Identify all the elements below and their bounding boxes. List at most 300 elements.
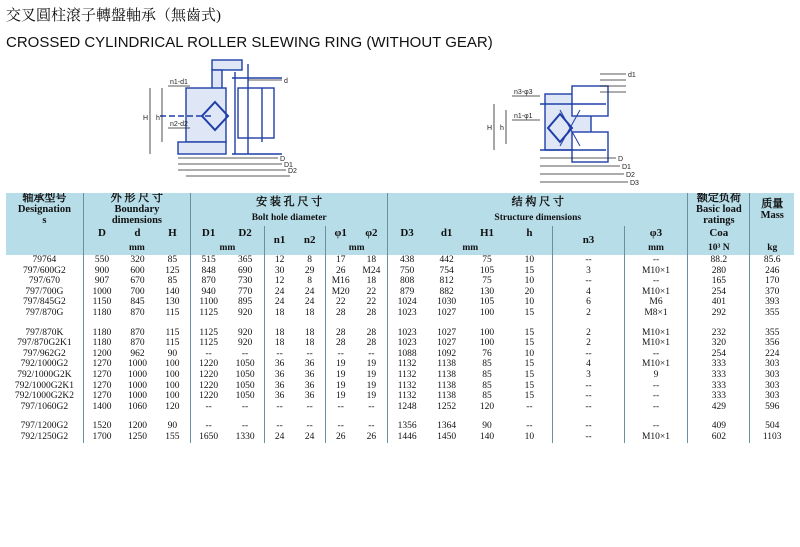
table-cell: 79764 — [6, 255, 83, 266]
table-cell: -- — [226, 421, 264, 432]
table-cell: 1250 — [120, 432, 155, 443]
table-cell: 797/962G2 — [6, 349, 83, 360]
table-cell: 85 — [467, 391, 506, 402]
table-cell: 870 — [120, 338, 155, 349]
table-cell: 797/1200G2 — [6, 421, 83, 432]
table-cell: 438 — [388, 255, 426, 266]
right-label-d1: d1 — [628, 72, 636, 79]
table-cell: 4 — [553, 287, 625, 298]
table-cell: 1150 — [83, 297, 120, 308]
table-cell: 1000 — [83, 287, 120, 298]
table-cell: 8 — [294, 276, 325, 287]
table-cell: 504 — [750, 421, 794, 432]
table-cell: 1450 — [426, 432, 468, 443]
table-cell: -- — [507, 421, 553, 432]
table-row — [6, 255, 794, 266]
table-cell: 85 — [155, 255, 191, 266]
table-cell: 602 — [688, 432, 750, 443]
table-cell: 333 — [688, 370, 750, 381]
table-cell: -- — [624, 276, 687, 287]
table-cell: 1200 — [83, 349, 120, 360]
table-cell: 292 — [688, 308, 750, 319]
table-cell: 1700 — [83, 432, 120, 443]
header-structure: 结 构 尺 寸 — [388, 193, 688, 212]
table-cell: 320 — [688, 338, 750, 349]
table-cell: M16 — [325, 276, 355, 287]
table-cell: 90 — [155, 349, 191, 360]
table-cell: 29 — [294, 266, 325, 277]
table-row — [6, 402, 794, 413]
table-cell: 155 — [155, 432, 191, 443]
table-cell: 1364 — [426, 421, 468, 432]
table-row — [6, 276, 794, 287]
table-cell: 24 — [264, 287, 294, 298]
table-cell: 100 — [467, 338, 506, 349]
table-cell: M10×1 — [624, 266, 687, 277]
table-cell: -- — [624, 391, 687, 402]
table-cell: 246 — [750, 266, 794, 277]
table-cell: 1248 — [388, 402, 426, 413]
table-cell: 550 — [83, 255, 120, 266]
table-cell: 165 — [688, 276, 750, 287]
table-cell: 1050 — [226, 381, 264, 392]
table-cell: -- — [264, 402, 294, 413]
table-cell: 36 — [294, 370, 325, 381]
table-cell: 2 — [553, 328, 625, 339]
table-cell: 333 — [688, 359, 750, 370]
table-cell: 36 — [264, 359, 294, 370]
table-cell: 17 — [325, 255, 355, 266]
table-cell: 962 — [120, 349, 155, 360]
table-cell: 18 — [294, 328, 325, 339]
table-cell: 24 — [264, 432, 294, 443]
table-cell: -- — [355, 421, 387, 432]
table-cell: 808 — [388, 276, 426, 287]
table-cell: 22 — [325, 297, 355, 308]
table-cell: -- — [226, 402, 264, 413]
table-cell: -- — [294, 402, 325, 413]
table-cell: 1220 — [191, 391, 227, 402]
table-cell: 10 — [507, 349, 553, 360]
table-cell: 100 — [155, 391, 191, 402]
table-cell: 812 — [426, 276, 468, 287]
table-cell: 280 — [688, 266, 750, 277]
right-label-n3: n3-φ3 — [514, 89, 533, 96]
table-cell: 770 — [226, 287, 264, 298]
table-cell: 22 — [355, 287, 387, 298]
table-cell: 19 — [325, 359, 355, 370]
table-cell: 2 — [553, 338, 625, 349]
table-cell: 1050 — [226, 359, 264, 370]
table-cell: 9 — [624, 370, 687, 381]
table-cell: 24 — [294, 287, 325, 298]
table-cell: 36 — [294, 391, 325, 402]
table-cell: 845 — [120, 297, 155, 308]
table-cell: 26 — [325, 266, 355, 277]
table-cell: 224 — [750, 349, 794, 360]
col-d: d — [120, 226, 155, 241]
table-cell: 28 — [355, 308, 387, 319]
table-cell: 30 — [264, 266, 294, 277]
table-cell: 100 — [155, 381, 191, 392]
table-cell: 1220 — [191, 359, 227, 370]
table-cell: 6 — [553, 297, 625, 308]
table-cell: 170 — [750, 276, 794, 287]
table-cell: 1050 — [226, 391, 264, 402]
table-cell: 2 — [553, 308, 625, 319]
col-D: D — [83, 226, 120, 241]
table-cell: 303 — [750, 370, 794, 381]
table-cell: 15 — [507, 391, 553, 402]
table-cell: 254 — [688, 287, 750, 298]
table-cell: 1088 — [388, 349, 426, 360]
table-cell: 10 — [507, 276, 553, 287]
table-cell: M10×1 — [624, 359, 687, 370]
left-label-n2: n2-d2 — [170, 121, 188, 128]
table-cell: 26 — [325, 432, 355, 443]
table-cell: 76 — [467, 349, 506, 360]
title-english: CROSSED CYLINDRICAL ROLLER SLEWING RING (WITHOUT GEAR) — [6, 34, 493, 51]
table-cell: 1132 — [388, 359, 426, 370]
table-cell: -- — [553, 432, 625, 443]
table-body — [6, 255, 794, 443]
table-cell: 596 — [750, 402, 794, 413]
table-cell: 10 — [507, 432, 553, 443]
col-phi1: φ1 — [325, 226, 355, 241]
table-cell: 690 — [226, 266, 264, 277]
table-row — [6, 370, 794, 381]
table-cell: -- — [355, 349, 387, 360]
table-cell: M10×1 — [624, 432, 687, 443]
table-cell: 1132 — [388, 381, 426, 392]
table-cell: 1138 — [426, 359, 468, 370]
table-cell: 1030 — [426, 297, 468, 308]
table-cell: 140 — [155, 287, 191, 298]
table-cell: 85 — [155, 276, 191, 287]
table-cell: 1220 — [191, 370, 227, 381]
table-cell: 1132 — [388, 391, 426, 402]
table-cell: 254 — [688, 349, 750, 360]
table-cell: 792/1250G2 — [6, 432, 83, 443]
table-cell: 907 — [83, 276, 120, 287]
table-cell: 15 — [507, 266, 553, 277]
table-cell: M24 — [355, 266, 387, 277]
table-cell: 670 — [120, 276, 155, 287]
col-D2: D2 — [226, 226, 264, 241]
table-cell: 1000 — [120, 370, 155, 381]
left-label-D2: D2 — [288, 168, 297, 175]
table-cell: -- — [624, 349, 687, 360]
table-cell: M10×1 — [624, 338, 687, 349]
table-cell: 15 — [507, 381, 553, 392]
table-cell: 1023 — [388, 338, 426, 349]
table-cell: 28 — [325, 328, 355, 339]
table-cell: 1180 — [83, 328, 120, 339]
table-cell: 19 — [355, 391, 387, 402]
table-cell: 1027 — [426, 308, 468, 319]
table-cell: 125 — [155, 266, 191, 277]
table-cell: 15 — [507, 308, 553, 319]
table-cell: 24 — [264, 297, 294, 308]
left-label-D: D — [280, 156, 286, 163]
table-cell: 1270 — [83, 391, 120, 402]
left-label-D1: D1 — [284, 162, 293, 169]
table-cell: 85.6 — [750, 255, 794, 266]
table-cell: 1125 — [191, 308, 227, 319]
table-row — [6, 328, 794, 339]
table-cell: 920 — [226, 338, 264, 349]
table-cell: 1330 — [226, 432, 264, 443]
table-cell: 1138 — [426, 391, 468, 402]
table-cell: 115 — [155, 338, 191, 349]
table-cell: 28 — [325, 338, 355, 349]
table-cell: 370 — [750, 287, 794, 298]
table-cell: 24 — [294, 432, 325, 443]
right-label-h: h — [500, 125, 504, 132]
table-cell: M6 — [624, 297, 687, 308]
col-h: h — [507, 226, 553, 241]
table-cell: -- — [553, 255, 625, 266]
table-cell: M20 — [325, 287, 355, 298]
table-header — [6, 193, 794, 255]
table-cell: -- — [553, 402, 625, 413]
table-cell: 792/1000G2K — [6, 370, 83, 381]
table-cell: -- — [264, 349, 294, 360]
table-cell: 115 — [155, 328, 191, 339]
table-cell: 920 — [226, 328, 264, 339]
unit-kg: kg — [750, 241, 794, 255]
table-cell: 85 — [467, 381, 506, 392]
table-cell: 792/1000G2K2 — [6, 391, 83, 402]
table-cell: M8×1 — [624, 308, 687, 319]
header-bolt-hole-en: Bolt hole diameter — [191, 212, 388, 226]
table-cell: 1027 — [426, 328, 468, 339]
table-cell: 19 — [355, 381, 387, 392]
table-cell: -- — [553, 381, 625, 392]
col-H1: H1 — [467, 226, 506, 241]
table-row — [6, 421, 794, 432]
table-cell: 700 — [120, 287, 155, 298]
table-cell: 85 — [467, 359, 506, 370]
table-cell: 797/670 — [6, 276, 83, 287]
col-H: H — [155, 226, 191, 241]
table-cell: 730 — [226, 276, 264, 287]
unit-bolt-mm: mm — [191, 241, 265, 255]
table-cell: 303 — [750, 359, 794, 370]
table-cell: 100 — [155, 359, 191, 370]
header-boundary-dimensions: 外 形 尺 寸 Boundary dimensions — [83, 193, 190, 226]
right-label-D3: D3 — [630, 180, 639, 187]
col-n2: n2 — [294, 226, 325, 255]
table-cell: 36 — [264, 391, 294, 402]
specification-table — [6, 193, 794, 443]
table-cell: 12 — [264, 255, 294, 266]
table-row — [6, 338, 794, 349]
table-cell: -- — [624, 421, 687, 432]
table-cell: 1125 — [191, 338, 227, 349]
table-cell: 848 — [191, 266, 227, 277]
table-cell: 442 — [426, 255, 468, 266]
table-cell: -- — [191, 421, 227, 432]
table-cell: 20 — [507, 287, 553, 298]
table-cell: 28 — [355, 328, 387, 339]
table-cell: 15 — [507, 359, 553, 370]
table-cell: 1050 — [226, 370, 264, 381]
table-cell: 18 — [264, 308, 294, 319]
table-cell: 24 — [294, 297, 325, 308]
table-cell: 10 — [507, 297, 553, 308]
table-cell: 365 — [226, 255, 264, 266]
table-cell: 797/870K — [6, 328, 83, 339]
table-cell: 1270 — [83, 381, 120, 392]
table-cell: -- — [355, 402, 387, 413]
table-cell: 100 — [467, 328, 506, 339]
table-cell: 18 — [355, 276, 387, 287]
table-cell: -- — [294, 349, 325, 360]
table-row — [6, 297, 794, 308]
table-cell: 797/845G2 — [6, 297, 83, 308]
unit-phi-mm: mm — [325, 241, 387, 255]
table-cell: 75 — [467, 255, 506, 266]
table-cell: -- — [191, 349, 227, 360]
table-cell: 90 — [155, 421, 191, 432]
right-label-n1: n1-φ1 — [514, 113, 533, 120]
table-cell: 1100 — [191, 297, 227, 308]
unit-structure-mm: mm — [388, 241, 553, 255]
table-cell: 1356 — [388, 421, 426, 432]
table-cell: 19 — [355, 370, 387, 381]
table-cell: -- — [553, 349, 625, 360]
table-cell: 797/700G — [6, 287, 83, 298]
table-cell: 75 — [467, 276, 506, 287]
table-cell: 1180 — [83, 308, 120, 319]
left-label-d: d — [284, 78, 288, 85]
table-cell: 26 — [355, 432, 387, 443]
table-cell: 1125 — [191, 328, 227, 339]
table-cell: -- — [325, 349, 355, 360]
table-cell: -- — [624, 381, 687, 392]
header-structure-en: Structure dimensions — [388, 212, 688, 226]
table-cell: 333 — [688, 391, 750, 402]
table-cell: 90 — [467, 421, 506, 432]
right-label-D1: D1 — [622, 164, 631, 171]
table-cell: -- — [191, 402, 227, 413]
table-cell: 88.2 — [688, 255, 750, 266]
table-cell: 879 — [388, 287, 426, 298]
table-cell: 120 — [467, 402, 506, 413]
table-cell: 100 — [155, 370, 191, 381]
table-cell: 1000 — [120, 381, 155, 392]
table-cell: 1270 — [83, 359, 120, 370]
table-cell: 15 — [507, 338, 553, 349]
table-cell: 85 — [467, 370, 506, 381]
unit-coa: 10³ N — [688, 241, 750, 255]
table-cell: 232 — [688, 328, 750, 339]
table-cell: 1220 — [191, 381, 227, 392]
left-label-h: h — [156, 115, 160, 122]
right-label-D2: D2 — [626, 172, 635, 179]
table-cell: 797/870G2K1 — [6, 338, 83, 349]
table-row — [6, 432, 794, 443]
table-cell: 18 — [294, 338, 325, 349]
table-row — [6, 266, 794, 277]
table-cell: 120 — [155, 402, 191, 413]
table-cell: 333 — [688, 381, 750, 392]
table-cell: 1200 — [120, 421, 155, 432]
table-cell: 429 — [688, 402, 750, 413]
unit-phi3-mm: mm — [624, 241, 687, 255]
table-cell: 115 — [155, 308, 191, 319]
table-cell: 1132 — [388, 370, 426, 381]
right-label-D: D — [618, 156, 624, 163]
spacer-row — [6, 412, 794, 421]
header-bolt-hole: 安 装 孔 尺 寸 — [191, 193, 388, 212]
left-label-H: H — [143, 115, 149, 122]
table-row — [6, 391, 794, 402]
table-cell: -- — [264, 421, 294, 432]
bearing-drawings — [0, 58, 800, 188]
table-cell: 1138 — [426, 370, 468, 381]
table-cell: -- — [325, 402, 355, 413]
table-cell: 15 — [507, 370, 553, 381]
table-cell: -- — [624, 255, 687, 266]
table-cell: -- — [294, 421, 325, 432]
table-cell: -- — [553, 391, 625, 402]
table-cell: 870 — [120, 328, 155, 339]
table-cell: M10×1 — [624, 328, 687, 339]
table-cell: 409 — [688, 421, 750, 432]
table-cell: -- — [325, 421, 355, 432]
table-cell: 1092 — [426, 349, 468, 360]
table-cell: 18 — [264, 328, 294, 339]
header-mass: 质量 Mass — [750, 193, 794, 226]
table-cell: 1023 — [388, 328, 426, 339]
table-cell: 100 — [467, 308, 506, 319]
table-cell: 28 — [325, 308, 355, 319]
table-cell: 1023 — [388, 308, 426, 319]
table-cell: 15 — [507, 328, 553, 339]
table-cell: 1180 — [83, 338, 120, 349]
table-cell: 8 — [294, 255, 325, 266]
table-cell: 130 — [467, 287, 506, 298]
table-cell: 19 — [325, 391, 355, 402]
table-cell: 920 — [226, 308, 264, 319]
table-cell: 792/1000G2K1 — [6, 381, 83, 392]
unit-boundary-mm: mm — [83, 241, 190, 255]
table-cell: 900 — [83, 266, 120, 277]
table-cell: 22 — [355, 297, 387, 308]
table-cell: 940 — [191, 287, 227, 298]
table-cell: -- — [553, 421, 625, 432]
table-cell: 36 — [294, 359, 325, 370]
table-cell: 870 — [120, 308, 155, 319]
table-cell: 792/1000G2 — [6, 359, 83, 370]
table-cell: 105 — [467, 297, 506, 308]
table-cell: 303 — [750, 391, 794, 402]
col-n1: n1 — [264, 226, 294, 255]
table-cell: -- — [226, 349, 264, 360]
table-cell: 3 — [553, 370, 625, 381]
col-D3: D3 — [388, 226, 426, 241]
table-cell: 1252 — [426, 402, 468, 413]
table-cell: 882 — [426, 287, 468, 298]
table-cell: 393 — [750, 297, 794, 308]
table-cell: 355 — [750, 308, 794, 319]
table-cell: 320 — [120, 255, 155, 266]
table-cell: 1060 — [120, 402, 155, 413]
table-cell: 19 — [325, 370, 355, 381]
table-cell: 895 — [226, 297, 264, 308]
